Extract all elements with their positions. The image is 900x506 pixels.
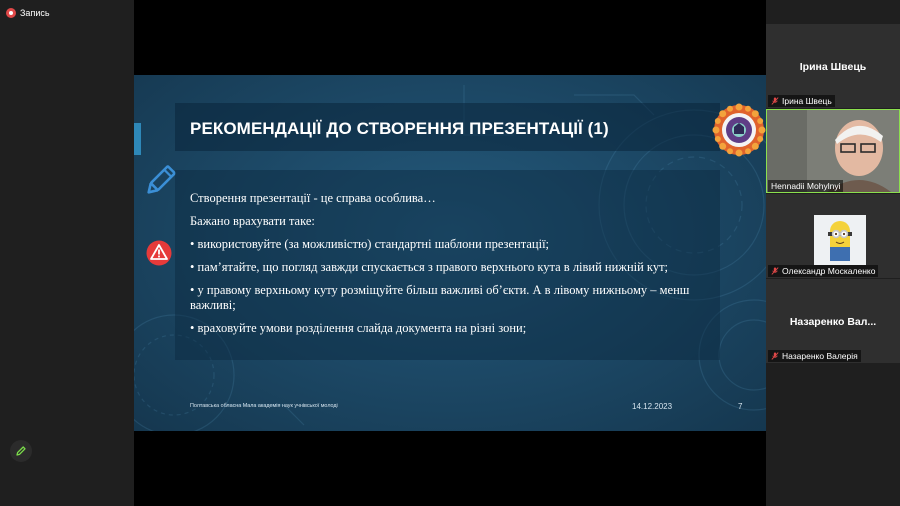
- participant-label: [768, 95, 835, 107]
- slide-bullet: • у правому верхньому куту розміщуйте більш важливі об’єкти. А в лівому нижньому – менш важливі;: [190, 283, 690, 312]
- mic-off-icon: [771, 267, 779, 275]
- shared-screen: [134, 0, 766, 506]
- pencil-icon: [140, 161, 180, 201]
- slide-line: Бажано врахувати таке:: [190, 214, 315, 228]
- recording-indicator[interactable]: [6, 6, 50, 20]
- mic-off-icon: [771, 97, 779, 105]
- participant-tile[interactable]: [766, 24, 900, 108]
- participant-label: [768, 180, 843, 192]
- slide-footer-date: 14.12.2023: [632, 402, 673, 411]
- slide-body: [190, 191, 712, 344]
- participant-name: Назаренко Вал...: [789, 316, 877, 328]
- slide-page-number: 7: [738, 402, 743, 411]
- participant-label-text: Ірина Швець: [782, 96, 832, 106]
- participant-label-text: Олександр Москаленко: [782, 266, 876, 276]
- slide-bullet: • використовуйте (за можливістю) стандартні шаблони презентації;: [190, 237, 550, 251]
- warning-icon: [146, 240, 172, 266]
- participant-tile[interactable]: [766, 194, 900, 278]
- recording-label: Запись: [20, 8, 50, 18]
- participant-label-text: Назаренко Валерія: [782, 351, 858, 361]
- annotate-button[interactable]: [10, 440, 32, 462]
- slide-bullet: • пам’ятайте, що погляд завжди спускається з правого верхнього кута в лівий нижній кут;: [190, 260, 669, 274]
- participant-label: [768, 265, 878, 277]
- record-icon: [6, 8, 16, 18]
- slide-accent-bar: [134, 123, 141, 155]
- slide-title: РЕКОМЕНДАЦІЇ ДО СТВОРЕННЯ ПРЕЗЕНТАЦІЇ (1): [190, 119, 609, 138]
- participant-label: [768, 350, 861, 362]
- slide-bullet: • враховуйте умови розділення слайда документа на різні зони;: [190, 321, 527, 335]
- participant-tile[interactable]: [766, 279, 900, 363]
- minion-avatar: [814, 215, 866, 265]
- participant-name: Ірина Швець: [799, 61, 867, 73]
- participant-label-text: Hennadii Mohylnyi: [771, 181, 841, 191]
- participants-panel: [766, 24, 900, 364]
- slide-footer-org: Полтавська обласна Мала академія наук учнівської молоді: [190, 403, 338, 409]
- participant-tile-active-speaker[interactable]: [766, 109, 900, 193]
- slide-line: Створення презентації - це справа особлива…: [190, 191, 436, 205]
- mic-off-icon: [771, 352, 779, 360]
- pencil-icon: [15, 445, 27, 457]
- presentation-slide: [134, 75, 766, 431]
- academy-logo: [712, 103, 766, 157]
